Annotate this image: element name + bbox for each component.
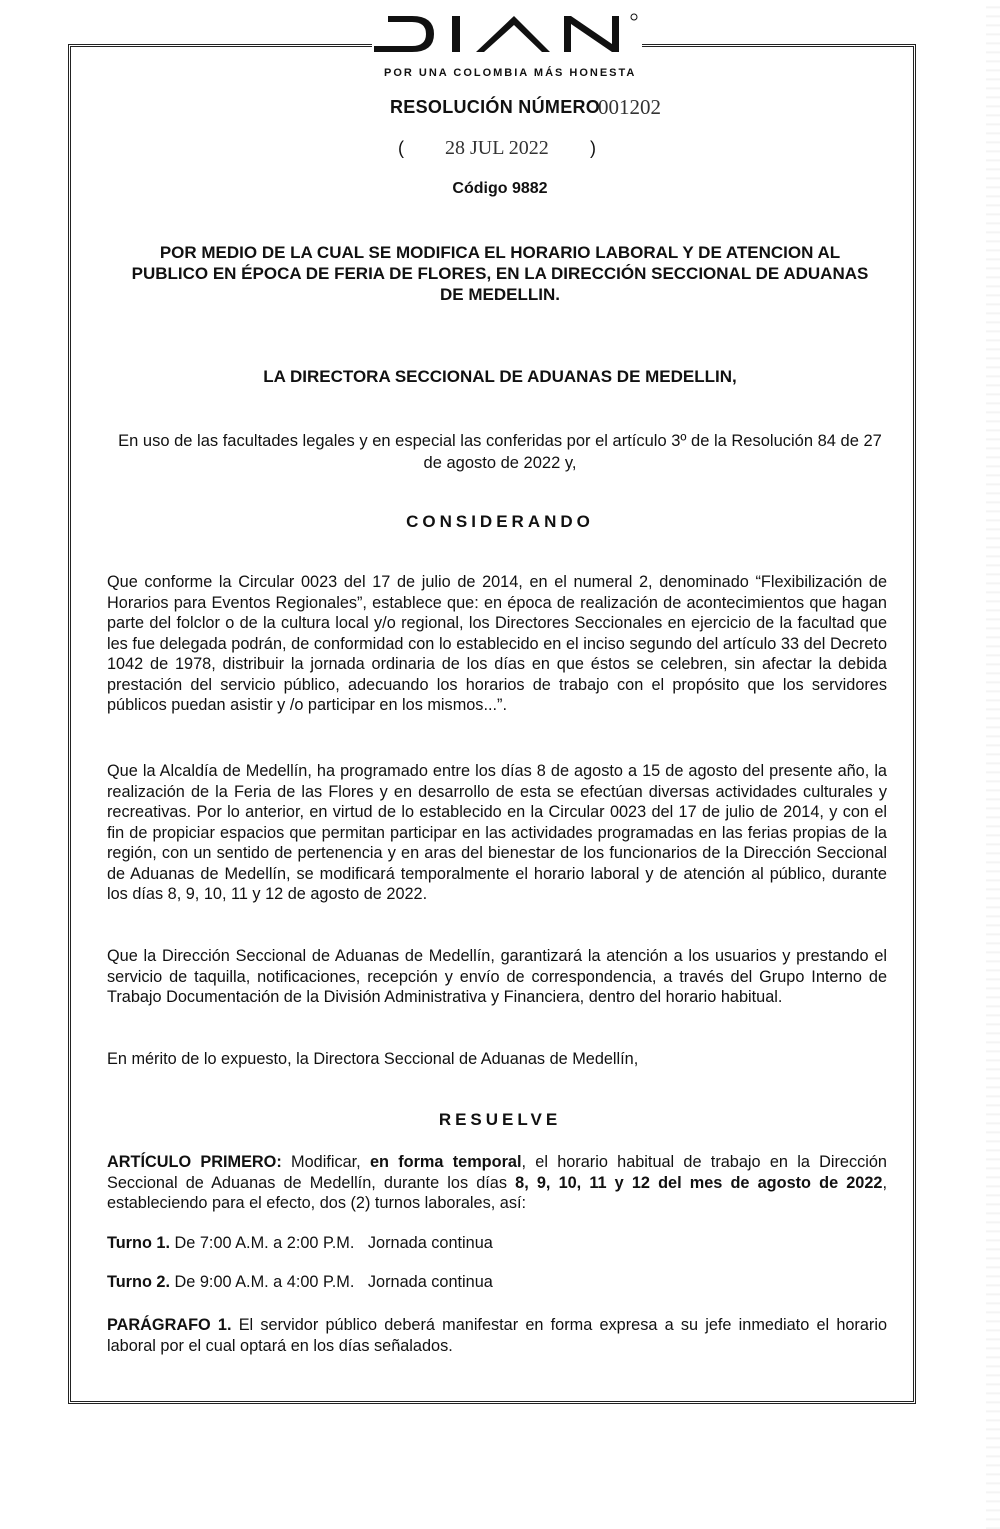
scan-edge-artifact [986,0,1000,1529]
article-first-text-1: Modificar, [281,1153,370,1171]
slogan: POR UNA COLOMBIA MÁS HONESTA [384,67,637,79]
paragraph-1 [107,1315,887,1356]
considerando-paragraph-2: Que la Alcaldía de Medellín, ha programado entre los días 8 de agosto a 15 de agosto del presente año, la realización de la Feria de las Flores y en desarrollo de esta se efectúan diversas actividades culturales y recreativas. Por lo anterior, en virtud de lo establecido en la Circular 0023 del 17 de julio de 2014, y con el fin de propiciar espacios que permitan participar en las actividades programadas en las ferias propias de la región, con un sentido de pertenencia y en aras del bienestar de los funcionarios de la Dirección Seccional de Aduanas de Medellín, se modificará temporalmente el horario laboral y de atención al público, durante los días 8, 9, 10, 11 y 12 de agosto de 2022. [107,762,887,903]
resolution-subject: POR MEDIO DE LA CUAL SE MODIFICA EL HORARIO LABORAL Y DE ATENCION AL PUBLICO EN ÉPOCA DE FERIA DE FLORES, EN LA DIRECCIÓN SECCIONAL DE ADUANAS DE MEDELLIN. [131,243,869,304]
date-paren-open: ( [398,138,404,158]
resolution-title: RESOLUCIÓN NÚMERO [390,97,601,117]
considerando-heading: CONSIDERANDO [406,512,594,531]
considerando-paragraph-1: Que conforme la Circular 0023 del 17 de julio de 2014, en el numeral 2, denominado “Flexibilización de Horarios para Eventos Regionales”, establece que: en época de realización de acontecimientos que hagan parte del folclor o de la cultura local y/o regional, los Directores Seccionales en ejercicio de la facultad que les fue delegada podrán, de conformidad con lo establecido en el inciso segundo del artículo 33 del Decreto 1042 de 1978, distribuir la jornada ordinaria de los días en que éstos se celebren, sin afectar la debida prestación del servicio público, adecuando los horarios de trabajo con el propósito que los servidores públicos puedan asistir y /o participar en los mismos...”. [107,573,887,714]
dian-logo-graphic [372,12,642,58]
turn-2-label: Turno 2. [107,1273,171,1291]
article-first [107,1152,887,1214]
turn-1-label: Turno 1. [107,1234,171,1252]
paragraph-1-text: El servidor público deberá manifestar en forma expresa a su jefe inmediato el horario laboral por el cual optará en los días señalados. [107,1316,887,1355]
turn-1-text: De 7:00 A.M. a 2:00 P.M. Jornada continua [170,1234,493,1252]
resolution-code: Código 9882 [452,180,548,197]
turn-2 [107,1273,493,1292]
article-first-text-2: , el horario habitual de trabajo en la Dirección Seccional de Aduanas de Medellín, durante los días [107,1153,887,1192]
issuing-authority: LA DIRECTORA SECCIONAL DE ADUANAS DE MEDELLIN, [263,367,737,386]
considerando-paragraph-4: En mérito de lo expuesto, la Directora Seccional de Aduanas de Medellín, [107,1050,639,1068]
legal-faculties: En uso de las facultades legales y en especial las conferidas por el artículo 3º de la Resolución 84 de 27 de agosto de 2022 y, [118,432,882,472]
resolution-date: 28 JUL 2022 [445,137,549,159]
considerando-paragraph-3: Que la Dirección Seccional de Aduanas de Medellín, garantizará la atención a los usuarios y prestando el servicio de taquilla, notificaciones, recepción y envío de correspondencia, a través del Grupo Interno de Trabajo Documentación de la División Administrativa y Financiera, dentro del horario habitual. [107,947,887,1006]
article-first-text-3: , estableciendo para el efecto, dos (2) turnos laborales, así: [107,1173,888,1212]
turn-1 [107,1234,493,1253]
date-paren-close: ) [590,138,596,158]
article-first-bold-1: en forma temporal [369,1153,522,1171]
dian-logo [372,12,642,58]
article-first-label: ARTÍCULO PRIMERO: [107,1153,282,1171]
resuelve-heading: RESUELVE [438,1110,562,1129]
resolution-number: 001202 [598,95,661,119]
article-first-bold-2: 8, 9, 10, 11 y 12 del mes de agosto de 2022 [515,1173,883,1192]
turn-2-text: De 9:00 A.M. a 4:00 P.M. Jornada continua [170,1273,493,1291]
paragraph-1-label: PARÁGRAFO 1. [107,1316,232,1334]
